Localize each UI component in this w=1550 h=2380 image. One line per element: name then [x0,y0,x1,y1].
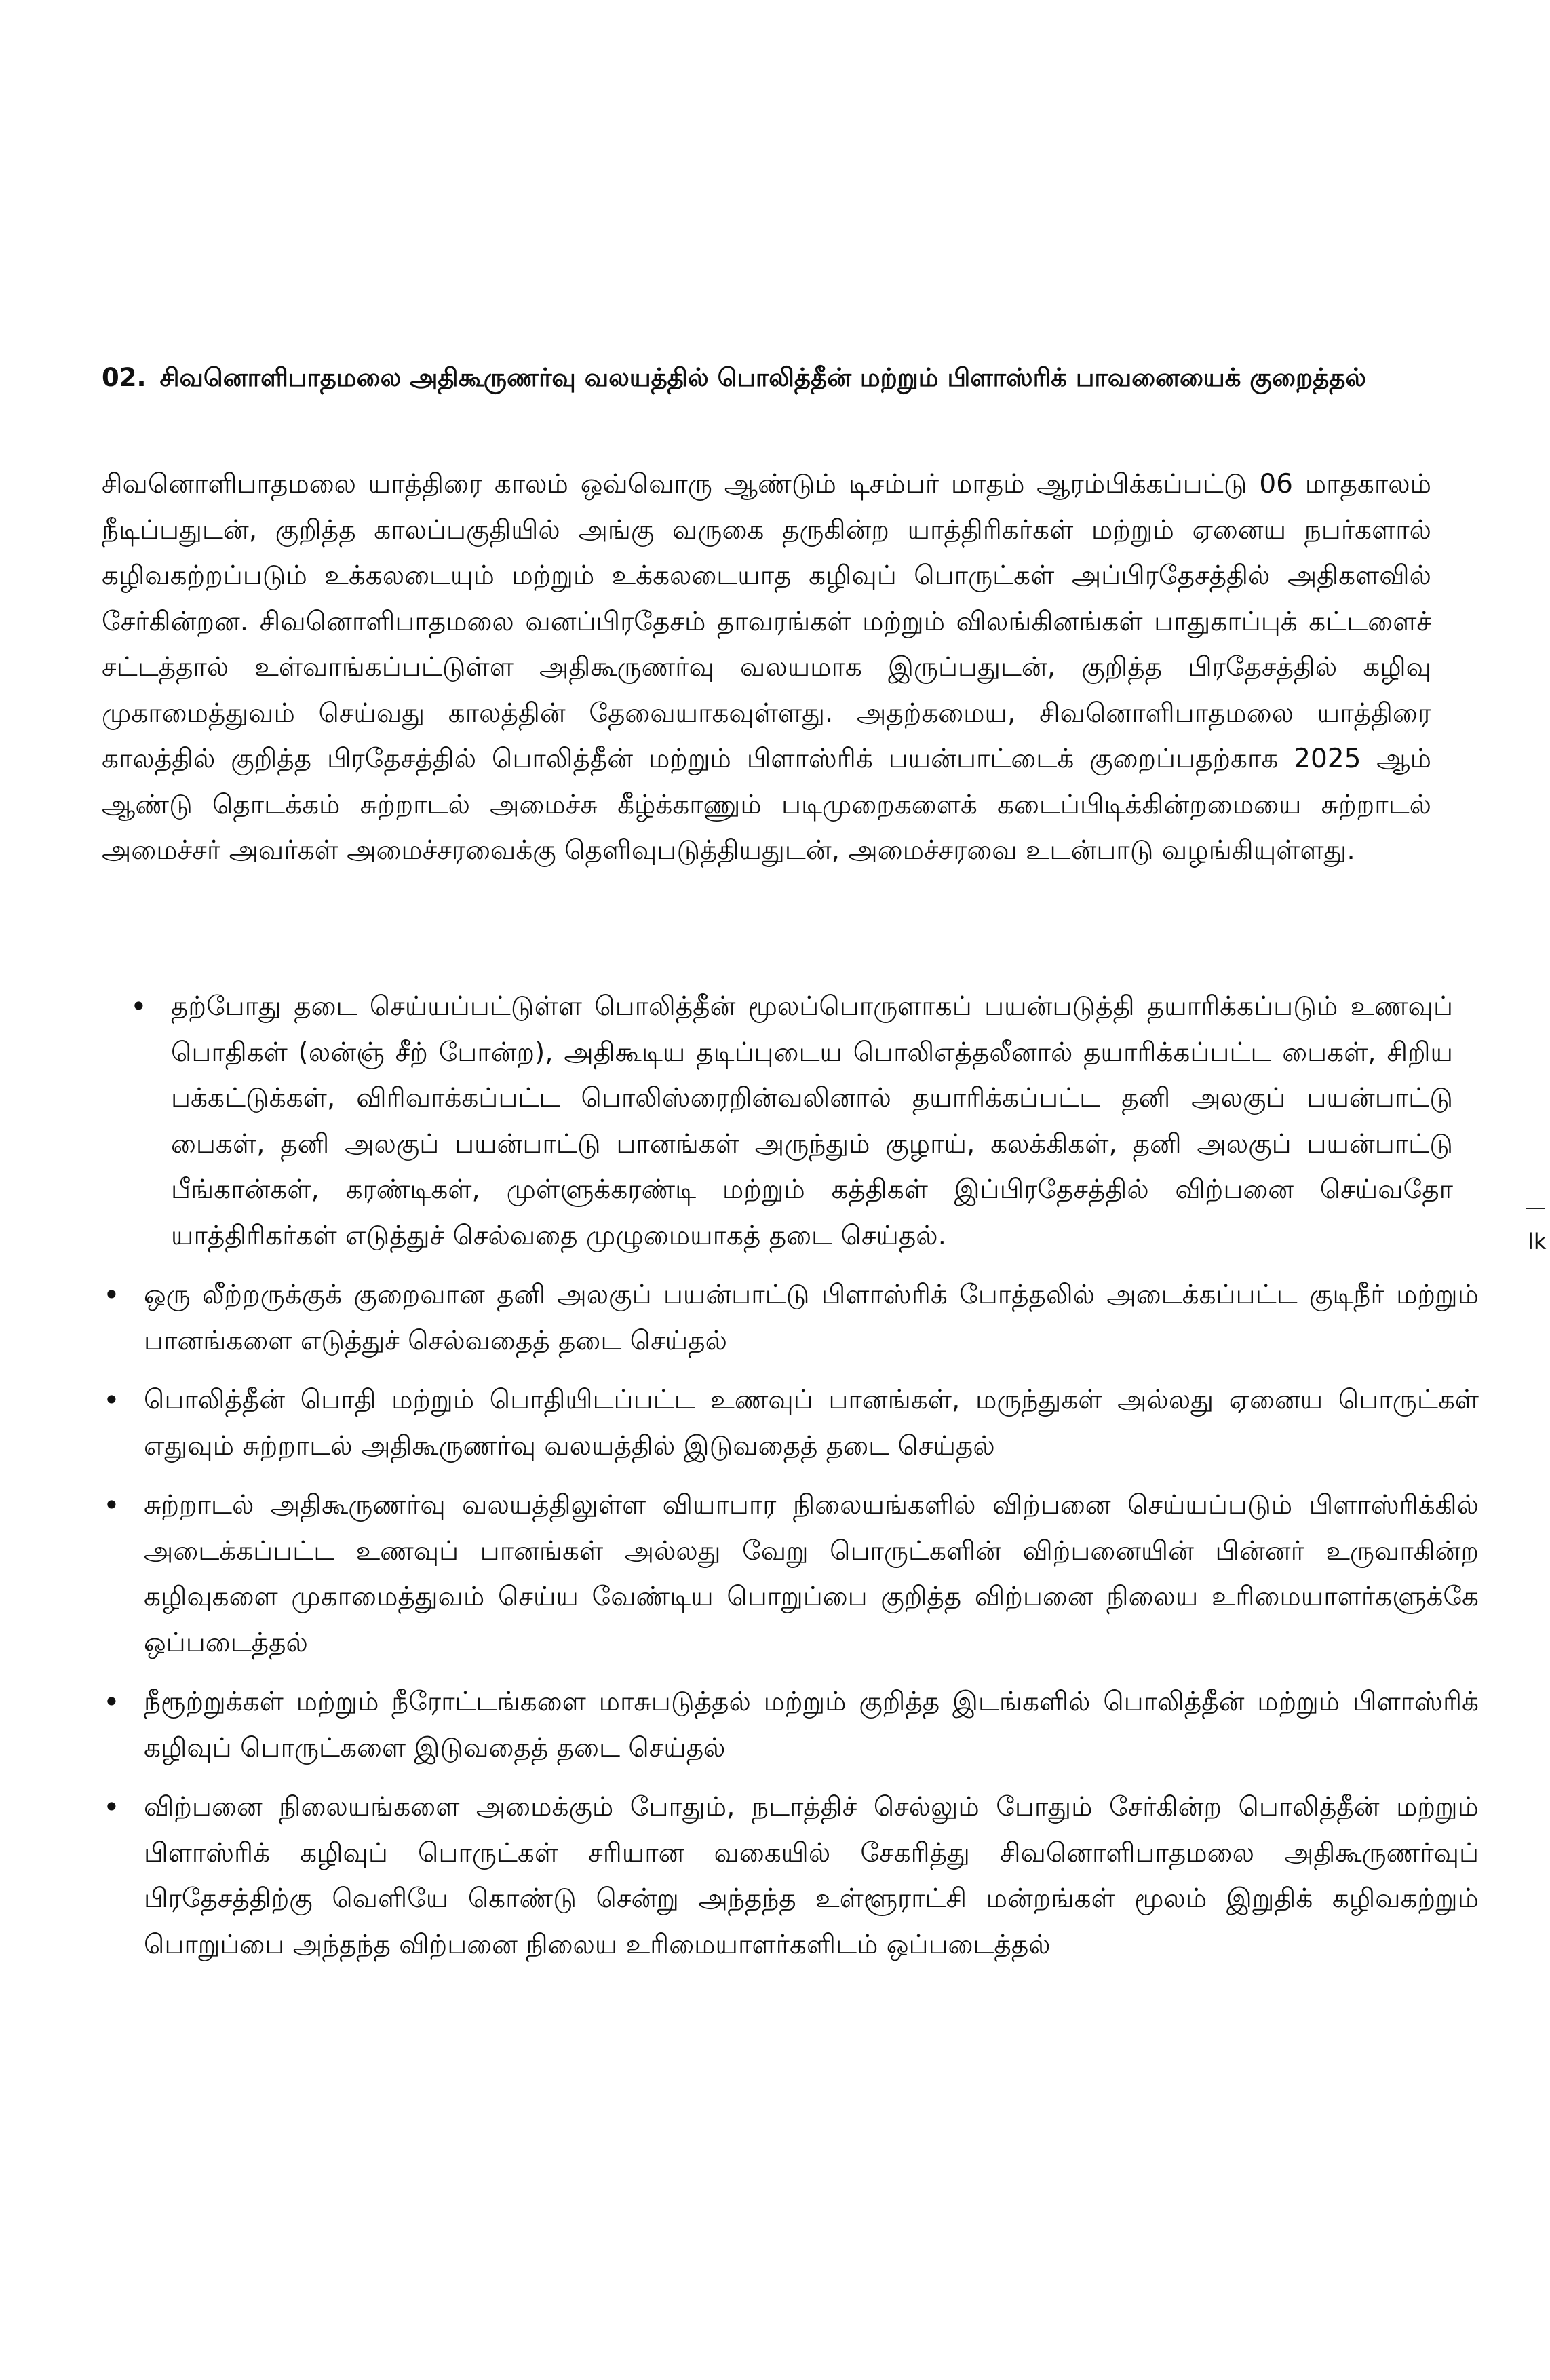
bullet-icon: • [103,1489,120,1522]
margin-rule [1526,1208,1545,1209]
bullet-icon: • [103,1685,120,1719]
section-heading [102,358,1431,398]
section-number: 02. [102,363,147,392]
list-item [102,1272,1479,1364]
bullet-icon: • [103,1383,120,1417]
bullet-icon: • [103,1278,120,1311]
list-item [129,984,1458,1259]
list-item [102,1784,1479,1968]
intro-paragraph: சிவனொளிபாதமலை யாத்திரை காலம் ஒவ்வொரு ஆண்டும் டிசம்பர் மாதம் ஆரம்பிக்கப்பட்டு 06 மாதகாலம் நீடிப்பதுடன், குறித்த காலப்பகுதியில் அங்கு வருகை தருகின்ற யாத்திரிகர்கள் மற்றும் ஏனைய நபர்களால் கழிவகற்றப்படும் உக்கலடையும் மற்றும் உக்கலடையாத கழிவுப் பொருட்கள் அப்பிரதேசத்தில் அதிகளவில் சேர்கின்றன. சிவனொளிபாதமலை வனப்பிரதேசம் தாவரங்கள் மற்றும் விலங்கினங்கள் பாதுகாப்புக் கட்டளைச் சட்டத்தால் உள்வாங்கப்பட்டுள்ள அதிகூருணர்வு வலயமாக இருப்பதுடன், குறித்த பிரதேசத்தில் கழிவு முகாமைத்துவம் செய்வது காலத்தின் தேவையாகவுள்ளது. அதற்கமைய, சிவனொளிபாதமலை யாத்திரை காலத்தில் குறித்த பிரதேசத்தில் பொலித்தீன் மற்றும் பிளாஸ்ரிக் பயன்பாட்டைக் குறைப்பதற்காக 2025 ஆம் ஆண்டு தொடக்கம் சுற்றாடல் அமைச்சு கீழ்க்காணும் படிமுறைகளைக் கடைப்பிடிக்கின்றமையை சுற்றாடல் அமைச்சர் அவர்கள் அமைச்சரவைக்கு தெளிவுபடுத்தியதுடன், அமைச்சரவை உடன்பாடு வழங்கியுள்ளது. [102,469,1431,866]
measures-list [102,984,1479,1981]
section-title: சிவனொளிபாதமலை அதிகூருணர்வு வலயத்தில் பொலித்தீன் மற்றும் பிளாஸ்ரிக் பாவனையைக் குறைத்தல் [159,363,1367,392]
margin-note: lk [1528,1229,1547,1254]
bullet-icon: • [130,990,147,1023]
list-item [102,1377,1479,1469]
list-item-text: சுற்றாடல் அதிகூருணர்வு வலயத்திலுள்ள வியாபார நிலையங்களில் விற்பனை செய்யப்படும் பிளாஸ்ரிக்கில் அடைக்கப்பட்ட உணவுப் பானங்கள் அல்லது வேறு பொருட்களின் விற்பனையின் பின்னர் உருவாகின்ற கழிவுகளை முகாமைத்துவம் செய்ய வேண்டிய பொறுப்பை குறித்த விற்பனை நிலைய உரிமையாளர்களுக்கே ஒப்படைத்தல் [144,1490,1479,1658]
list-item-text: ஒரு லீற்றருக்குக் குறைவான தனி அலகுப் பயன்பாட்டு பிளாஸ்ரிக் போத்தலில் அடைக்கப்பட்ட குடிநீர் மற்றும் பானங்களை எடுத்துச் செல்வதைத் தடை செய்தல் [144,1280,1479,1356]
list-item-text: நீரூற்றுக்கள் மற்றும் நீரோட்டங்களை மாசுபடுத்தல் மற்றும் குறித்த இடங்களில் பொலித்தீன் மற்றும் பிளாஸ்ரிக் கழிவுப் பொருட்களை இடுவதைத் தடை செய்தல் [144,1687,1479,1763]
list-item-text: விற்பனை நிலையங்களை அமைக்கும் போதும், நடாத்திச் செல்லும் போதும் சேர்கின்ற பொலித்தீன் மற்றும் பிளாஸ்ரிக் கழிவுப் பொருட்கள் சரியான வகையில் சேகரித்து சிவனொளிபாதமலை அதிகூருணர்வுப் பிரதேசத்திற்கு வெளியே கொண்டு சென்று அந்தந்த உள்ளூராட்சி மன்றங்கள் மூலம் இறுதிக் கழிவகற்றும் பொறுப்பை அந்தந்த விற்பனை நிலைய உரிமையாளர்களிடம் ஒப்படைத்தல் [144,1792,1479,1960]
list-item [102,1679,1479,1771]
bullet-icon: • [103,1790,120,1824]
list-item-text: தற்போது தடை செய்யப்பட்டுள்ள பொலித்தீன் மூலப்பொருளாகப் பயன்படுத்தி தயாரிக்கப்படும் உணவுப் பொதிகள் (லன்ஞ் சீற் போன்ற), அதிகூடிய தடிப்புடைய பொலிஎத்தலீனால் தயாரிக்கப்பட்ட பைகள், சிறிய பக்கட்டுக்கள், விரிவாக்கப்பட்ட பொலிஸ்ரைறின்வலினால் தயாரிக்கப்பட்ட தனி அலகுப் பயன்பாட்டு பைகள், தனி அலகுப் பயன்பாட்டு பானங்கள் அருந்தும் குழாய், கலக்கிகள், தனி அலகுப் பயன்பாட்டு பீங்கான்கள், கரண்டிகள், முள்ளுக்கரண்டி மற்றும் கத்திகள் இப்பிரதேசத்தில் விற்பனை செய்வதோ யாத்திரிகர்கள் எடுத்துச் செல்வதை முழுமையாகத் தடை செய்தல். [171,991,1453,1251]
list-item [102,1482,1479,1666]
list-item-text: பொலித்தீன் பொதி மற்றும் பொதியிடப்பட்ட உணவுப் பானங்கள், மருந்துகள் அல்லது ஏனைய பொருட்கள் எதுவும் சுற்றாடல் அதிகூருணர்வு வலயத்தில் இடுவதைத் தடை செய்தல் [144,1385,1479,1461]
